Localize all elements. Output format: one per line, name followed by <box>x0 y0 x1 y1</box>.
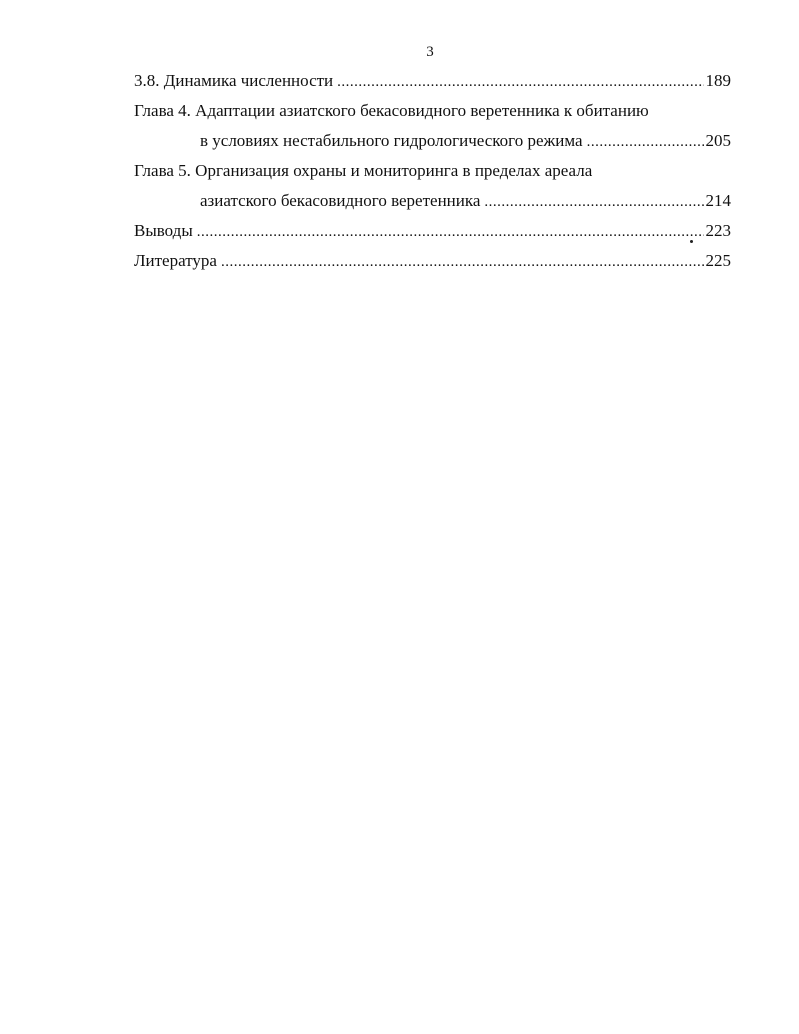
toc-dot-leader <box>221 247 704 277</box>
toc-entry-page: 225 <box>705 251 731 270</box>
toc-entry-title: Глава 5. Организация охраны и мониторинга в пределах ареала <box>134 161 593 180</box>
page-number: 3 <box>426 44 434 60</box>
toc-entry-chapter-5-cont <box>134 186 731 216</box>
toc-entry-literature <box>134 246 731 276</box>
toc-entry-title: в условиях нестабильного гидрологического режима <box>200 131 583 150</box>
toc-entry-chapter-5 <box>134 156 731 186</box>
toc-entry-page: 205 <box>705 131 731 150</box>
toc-dot-leader <box>337 67 703 97</box>
toc-entry-chapter-4 <box>134 96 731 126</box>
toc-entry-title: 3.8. Динамика численности <box>134 71 334 90</box>
toc-dot-leader <box>587 127 704 157</box>
table-of-contents <box>134 66 731 276</box>
toc-entry-conclusions <box>134 216 731 246</box>
toc-entry-title: Глава 4. Адаптации азиатского бекасовидного веретенника к обитанию <box>134 101 649 120</box>
toc-entry-title: Литература <box>134 251 217 270</box>
scan-speck <box>690 240 693 243</box>
toc-dot-leader <box>197 217 704 247</box>
toc-entry-page: 189 <box>705 71 731 90</box>
toc-entry-page: 223 <box>705 221 731 240</box>
toc-entry-page: 214 <box>705 191 731 210</box>
toc-entry-title: Выводы <box>134 221 193 240</box>
toc-entry-chapter-4-cont <box>134 126 731 156</box>
toc-entry-title: азиатского бекасовидного веретенника <box>200 191 481 210</box>
toc-dot-leader <box>484 187 703 217</box>
toc-entry-3-8 <box>134 66 731 96</box>
